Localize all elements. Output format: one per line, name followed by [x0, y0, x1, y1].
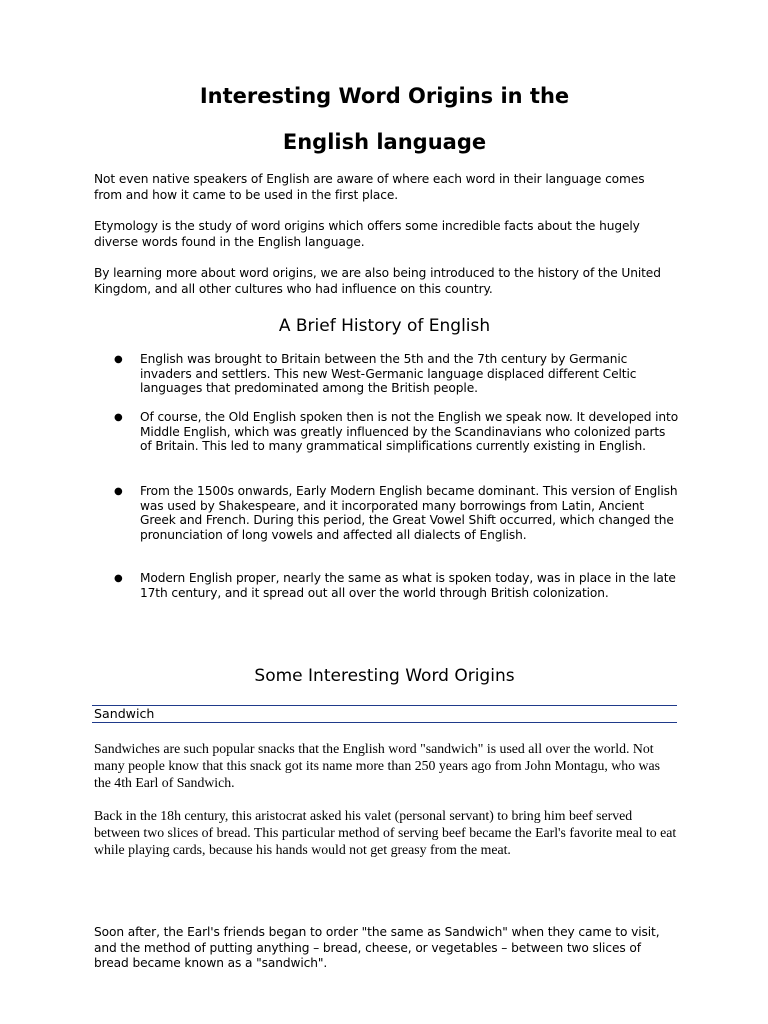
- sandwich-paragraph: Sandwiches are such popular snacks that the English word "sandwich" is used all over the world. Not many people know that this snack got its name more than 250 years ago from John Montagu, who was the 4th Earl of Sandwich.: [94, 741, 660, 790]
- list-item-text: Of course, the Old English spoken then is not the English we speak now. It developed into Middle English, which was greatly influenced by the Scandinavians who colonized parts of Britain. This led to many grammatical simplifications currently existing in English.: [140, 410, 679, 454]
- intro-paragraph: Etymology is the study of word origins which offers some incredible facts about the hugely diverse words found in the English language.: [94, 219, 640, 249]
- history-heading: A Brief History of English: [278, 316, 491, 336]
- section-label-sandwich: Sandwich: [94, 706, 155, 721]
- bullet-icon: ●: [114, 573, 123, 584]
- bullet-icon: ●: [114, 354, 123, 365]
- document-title-line-2: English language: [282, 130, 487, 154]
- intro-paragraph: Not even native speakers of English are aware of where each word in their language comes from and how it came to be used in the first place.: [94, 172, 645, 202]
- sandwich-paragraph: Back in the 18h century, this aristocrat asked his valet (personal servant) to bring him beef served between two slices of bread. This particular method of serving beef became the Earl's favorite meal to eat while playing cards, because his hands would not get greasy from the meat.: [94, 808, 677, 857]
- list-item-text: English was brought to Britain between the 5th and the 7th century by Germanic invaders and settlers. This new West-Germanic language displaced different Celtic languages that predominated among the British people.: [140, 352, 637, 396]
- intro-paragraph: By learning more about word origins, we are also being introduced to the history of the United Kingdom, and all other cultures who had influence on this country.: [94, 266, 661, 296]
- section-rule-bottom: [92, 722, 677, 723]
- bullet-icon: ●: [114, 486, 123, 497]
- document-title-line-1: Interesting Word Origins in the: [199, 84, 570, 108]
- origins-heading: Some Interesting Word Origins: [254, 666, 515, 686]
- list-item-text: From the 1500s onwards, Early Modern English became dominant. This version of English was used by Shakespeare, and it incorporated many borrowings from Latin, Ancient Greek and French. During this period, the Great Vowel Shift occurred, which changed the pronunciation of long vowels and affected all dialects of English.: [140, 484, 678, 543]
- bullet-icon: ●: [114, 412, 123, 423]
- section-rule-top: [92, 705, 677, 706]
- sandwich-paragraph: Soon after, the Earl's friends began to order "the same as Sandwich" when they came to visit, and the method of putting anything – bread, cheese, or vegetables – between two slices of bread became known as a "sandwich".: [94, 925, 660, 970]
- list-item-text: Modern English proper, nearly the same as what is spoken today, was in place in the late 17th century, and it spread out all over the world through British colonization.: [140, 571, 676, 600]
